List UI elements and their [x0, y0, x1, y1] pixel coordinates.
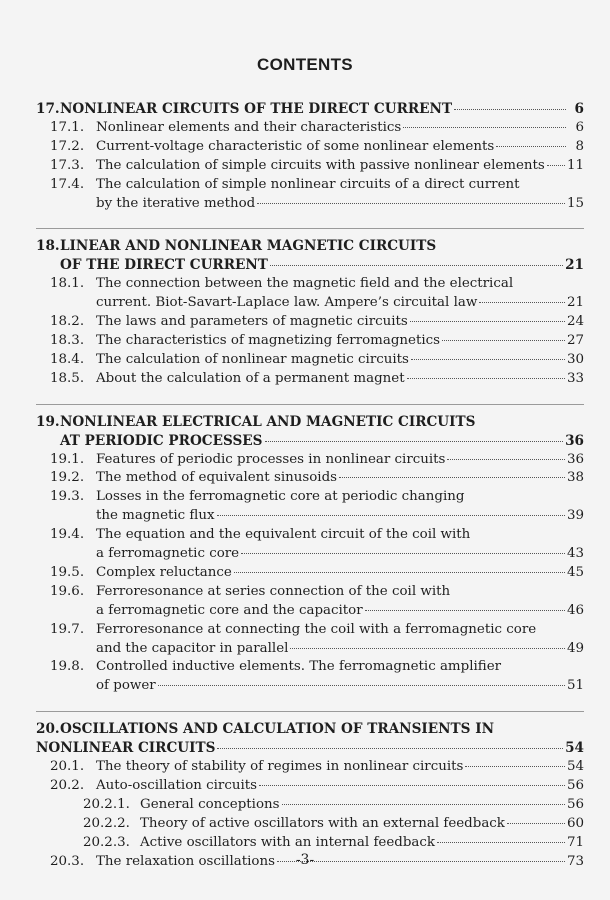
chapter-title: NONLINEAR CIRCUITS OF THE DIRECT CURRENT — [60, 101, 453, 117]
chapter-number: 17. — [36, 101, 60, 117]
chapter-number: 19. — [36, 413, 60, 430]
dot-leader — [465, 766, 565, 767]
section-number: 19.3. — [50, 489, 85, 505]
section-entry — [36, 138, 584, 157]
section-number: 17.4. — [50, 176, 85, 192]
section-title: Current-voltage characteristic of some nonlinear elements — [96, 138, 495, 154]
page-ref: 39 — [566, 508, 584, 524]
dot-leader — [547, 165, 565, 166]
section-entry — [36, 507, 584, 526]
section-number: 20.2.1. — [83, 796, 130, 812]
section-number: 19.7. — [50, 621, 85, 637]
section-number: 18.4. — [50, 351, 85, 367]
chapter-block — [36, 100, 584, 213]
section-title: a ferromagnetic core and the capacitor — [96, 602, 363, 618]
section-title: The calculation of nonlinear magnetic circuits — [96, 351, 409, 367]
chapter-title: LINEAR AND NONLINEAR MAGNETIC CIRCUITS — [60, 238, 437, 255]
page-ref: 27 — [566, 332, 584, 348]
page-ref: 33 — [566, 370, 584, 386]
section-entry — [36, 119, 584, 138]
chapter-title-line — [36, 739, 584, 758]
section-entry — [36, 602, 584, 621]
section-number: 18.1. — [50, 276, 85, 292]
page-ref: 30 — [566, 351, 584, 367]
dot-leader — [282, 804, 565, 805]
section-title: Ferroresonance at series connection of the coil with — [96, 583, 451, 599]
section-entry — [36, 758, 584, 777]
dot-leader — [454, 109, 566, 110]
section-title: Active oscillators with an internal feedback — [140, 834, 435, 850]
chapter-block — [36, 228, 584, 388]
section-number: 19.2. — [50, 470, 85, 486]
page-ref: 54 — [565, 740, 584, 757]
dot-leader — [365, 610, 565, 611]
page-ref: 15 — [566, 195, 584, 211]
dot-leader — [479, 302, 565, 303]
section-number: 19.1. — [50, 451, 85, 467]
section-title: Losses in the ferromagnetic core at periodic changing — [96, 489, 465, 505]
chapter-title: OSCILLATIONS AND CALCULATION OF TRANSIENTS IN — [60, 721, 494, 738]
section-number: 17.1. — [50, 119, 85, 135]
page-ref: 56 — [566, 778, 584, 793]
page-ref: 38 — [566, 470, 584, 486]
dot-leader — [257, 203, 565, 204]
section-entry — [36, 777, 584, 796]
section-entry — [36, 564, 584, 583]
page-ref: 46 — [566, 602, 584, 618]
chapter-title: NONLINEAR CIRCUITS — [36, 740, 216, 757]
page-ref: 43 — [566, 546, 584, 562]
page-ref: 6 — [575, 119, 584, 135]
chapter-number: 18. — [36, 238, 60, 255]
section-number: 19.4. — [50, 527, 85, 543]
page-ref: 49 — [566, 640, 584, 656]
page-ref: 6 — [574, 101, 584, 117]
section-entry — [36, 658, 584, 677]
dot-leader — [339, 477, 565, 478]
dot-leader — [290, 648, 565, 649]
section-entry — [36, 275, 584, 294]
section-number: 19.5. — [50, 564, 85, 580]
section-title: Features of periodic processes in nonlinear circuits — [96, 451, 446, 467]
chapter-title-line — [36, 256, 584, 275]
section-title: The equation and the equivalent circuit of the coil with — [96, 527, 471, 543]
section-entry — [36, 313, 584, 332]
section-entry — [36, 545, 584, 564]
chapter-title-line — [36, 432, 584, 451]
subsection-entry — [36, 815, 584, 834]
section-title: The relaxation oscillations — [96, 853, 275, 869]
page-ref: 71 — [566, 834, 584, 850]
dot-leader — [507, 823, 565, 824]
section-entry — [36, 294, 584, 313]
section-number: 18.3. — [50, 332, 85, 348]
dot-leader — [158, 685, 565, 686]
section-title: The theory of stability of regimes in nonlinear circuits — [96, 759, 464, 775]
section-title: the magnetic flux — [96, 508, 215, 524]
page-ref: 45 — [566, 564, 584, 580]
section-title: by the iterative method — [96, 195, 256, 211]
chapter-block — [36, 404, 584, 697]
section-number: 20.2. — [50, 778, 85, 793]
page-ref: 36 — [566, 451, 584, 467]
dot-leader — [496, 146, 566, 147]
chapter-title-line — [36, 237, 584, 256]
chapter-number: 20. — [36, 721, 60, 738]
dot-leader — [259, 785, 565, 786]
dot-leader — [411, 359, 565, 360]
section-number: 17.3. — [50, 157, 85, 173]
section-entry — [36, 195, 584, 214]
section-title: of power — [96, 678, 156, 694]
page-ref: 11 — [566, 157, 584, 173]
section-title: The calculation of simple circuits with passive nonlinear elements — [96, 157, 545, 173]
page-ref: 8 — [575, 138, 584, 154]
section-title: The connection between the magnetic field and the electrical — [96, 276, 514, 292]
chapter-title: AT PERIODIC PROCESSES — [60, 432, 263, 449]
dot-leader — [217, 748, 563, 749]
section-title: The calculation of simple nonlinear circuits of a direct current — [96, 176, 520, 192]
section-number: 20.2.3. — [83, 834, 130, 850]
dot-leader — [410, 321, 565, 322]
chapter-block — [36, 711, 584, 871]
section-entry — [36, 677, 584, 696]
page-ref: 24 — [566, 314, 584, 330]
section-title: Controlled inductive elements. The ferromagnetic amplifier — [96, 659, 502, 675]
section-entry — [36, 176, 584, 195]
section-number: 19.8. — [50, 659, 85, 675]
page-ref: 73 — [566, 853, 584, 869]
page-ref: 21 — [566, 295, 584, 311]
dot-leader — [234, 572, 565, 573]
page-ref: 60 — [566, 815, 584, 831]
section-entry — [36, 332, 584, 351]
chapter-title-line — [36, 720, 584, 739]
section-title: The method of equivalent sinusoids — [96, 470, 338, 486]
dot-leader — [447, 459, 565, 460]
page-ref: 54 — [566, 759, 584, 775]
section-title: Ferroresonance at connecting the coil with a ferromagnetic core — [96, 621, 537, 637]
dot-leader — [265, 441, 564, 442]
subsection-entry — [36, 834, 584, 853]
section-entry — [36, 526, 584, 545]
section-title: About the calculation of a permanent magnet — [96, 370, 405, 386]
section-title: The characteristics of magnetizing ferromagnetics — [96, 332, 440, 348]
subsection-entry — [36, 796, 584, 815]
section-title: The laws and parameters of magnetic circuits — [96, 314, 408, 330]
dot-leader — [270, 265, 563, 266]
page-ref: 36 — [565, 432, 584, 449]
page-ref: 51 — [566, 678, 584, 694]
section-number: 18.2. — [50, 314, 85, 330]
section-entry — [36, 583, 584, 602]
section-title: current. Biot-Savart-Laplace law. Ampere’s circuital law — [96, 295, 478, 311]
page-ref: 56 — [566, 796, 584, 812]
chapter-title-line — [36, 100, 584, 119]
page-number: -3- — [295, 852, 315, 868]
table-of-contents — [36, 100, 584, 887]
section-title: General conceptions — [140, 796, 280, 812]
dot-leader — [403, 127, 566, 128]
section-entry — [36, 157, 584, 176]
section-number: 17.2. — [50, 138, 85, 154]
dot-leader — [241, 553, 565, 554]
section-number: 18.5. — [50, 370, 85, 386]
section-entry — [36, 621, 584, 640]
section-number: 19.6. — [50, 583, 85, 599]
dot-leader — [442, 340, 565, 341]
section-entry — [36, 469, 584, 488]
section-entry — [36, 370, 584, 389]
page-title: CONTENTS — [257, 55, 353, 74]
section-title: Complex reluctance — [96, 564, 232, 580]
section-title: Theory of active oscillators with an external feedback — [140, 815, 505, 831]
section-title: Nonlinear elements and their characteristics — [96, 119, 402, 135]
section-title: and the capacitor in parallel — [96, 640, 289, 656]
section-entry — [36, 451, 584, 470]
section-entry — [36, 351, 584, 370]
dot-leader — [217, 515, 565, 516]
section-number: 20.1. — [50, 759, 85, 775]
dot-leader — [437, 842, 565, 843]
section-title: Auto-oscillation circuits — [96, 778, 257, 793]
section-number: 20.3. — [50, 853, 85, 869]
chapter-title-line — [36, 413, 584, 432]
chapter-title: OF THE DIRECT CURRENT — [60, 257, 268, 274]
section-entry — [36, 488, 584, 507]
section-entry — [36, 640, 584, 659]
section-number: 20.2.2. — [83, 815, 130, 831]
dot-leader — [407, 378, 565, 379]
page-ref: 21 — [565, 257, 584, 274]
section-title: a ferromagnetic core — [96, 546, 240, 562]
chapter-title: NONLINEAR ELECTRICAL AND MAGNETIC CIRCUITS — [60, 413, 476, 430]
